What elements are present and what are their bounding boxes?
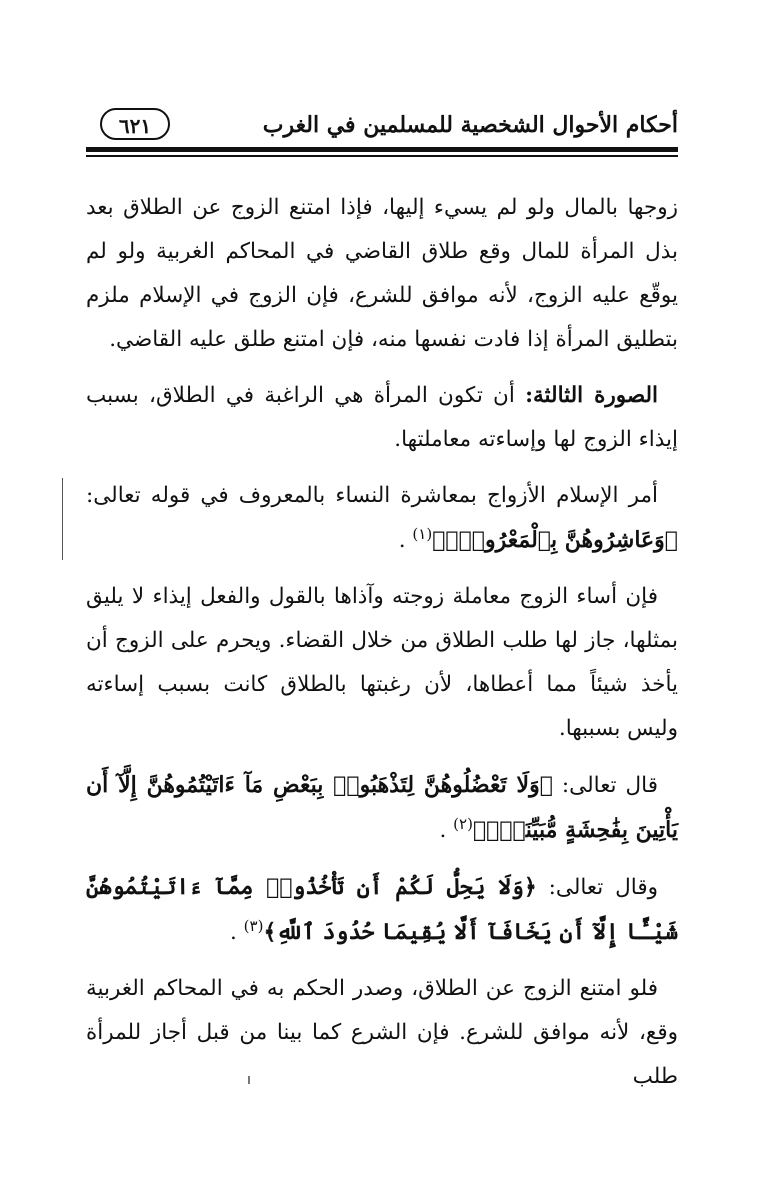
paragraph-6-end: . (229, 920, 244, 945)
running-title: أحكام الأحوال الشخصية للمسلمين في الغرب (262, 112, 678, 138)
header-rule-thick (86, 147, 678, 152)
paragraph-3 (86, 474, 678, 563)
page-header (86, 108, 678, 148)
footnote-ref-1: (١) (412, 524, 433, 543)
paragraph-5-text: قال تعالى: (552, 773, 658, 798)
paragraph-2-text: أن تكون المرأة هي الراغبة في الطلاق، بسبب إيذاء الزوج لها وإساءته معاملتها. (86, 383, 678, 452)
paragraph-4: فإن أساء الزوج معاملة زوجته وآذاها بالقول والفعل إيذاء لا يليق بمثلها، جاز لها طلب الطلاق من خلال القضاء. ويحرم على الزوج أن يأخذ شيئاً مما أعطاها، لأن رغبتها بالطلاق كانت بسبب إساءته وليس بسببها. (86, 584, 678, 741)
footnote-ref-2: (٢) (453, 814, 473, 833)
quran-verse-3: ﴿وَلَا يَحِلُّ لَكُمْ أَن تَأْخُذُوا۟ مِمَّآ ءَاتَيْتُمُوهُنَّ شَيْـًٔا إِلَّآ أَن يَخَافَآ أَلَّا يُقِيمَا حُدُودَ ٱللَّهِ﴾ (86, 874, 678, 945)
footnote-ref-3: (٣) (243, 916, 264, 935)
margin-mark (62, 478, 63, 560)
page-number-badge: ٦٢١ (100, 108, 170, 140)
paragraph-1: زوجها بالمال ولو لم يسيء إليها، فإذا امتنع الزوج عن الطلاق بعد بذل المرأة للمال وقع طلاق القاضي في المحاكم الغربية ولو لم يوقّع عليه الزوج، لأنه موافق للشرع، فإن الزوج في الإسلام ملزم بتطليق المرأة إذا فادت نفسها منه، فإن امتنع طلق عليه القاضي. (86, 195, 678, 352)
body-text (86, 186, 678, 1111)
paragraph-2 (86, 374, 678, 462)
paragraph-6-text: وقال تعالى: (536, 875, 659, 900)
quran-verse-2: ﴿وَلَا تَعْضُلُوهُنَّ لِتَذْهَبُوا۟ بِبَعْضِ مَآ ءَاتَيْتُمُوهُنَّ إِلَّآ أَن يَأْتِينَ بِفَٰحِشَةٍ مُّبَيِّنَةٍۚ﴾ (86, 772, 678, 843)
quran-verse-1: ﴿وَعَاشِرُوهُنَّ بِٱلْمَعْرُوفِۚ﴾ (432, 527, 678, 553)
paragraph-3-end: . (398, 528, 413, 553)
paragraph-6 (86, 865, 678, 955)
section-lead: الصورة الثالثة: (525, 383, 658, 408)
paragraph-5 (86, 763, 678, 853)
paragraph-5-end: . (439, 818, 454, 843)
header-rule-thin (86, 155, 678, 157)
scan-speck (248, 1076, 250, 1084)
paragraph-7: فلو امتنع الزوج عن الطلاق، وصدر الحكم به في المحاكم الغربية وقع، لأنه موافق للشرع. فإن الشرع كما بينا من قبل أجاز للمرأة طلب (86, 976, 678, 1089)
paragraph-3-text: أمر الإسلام الأزواج بمعاشرة النساء بالمعروف في قوله تعالى: (86, 483, 658, 508)
